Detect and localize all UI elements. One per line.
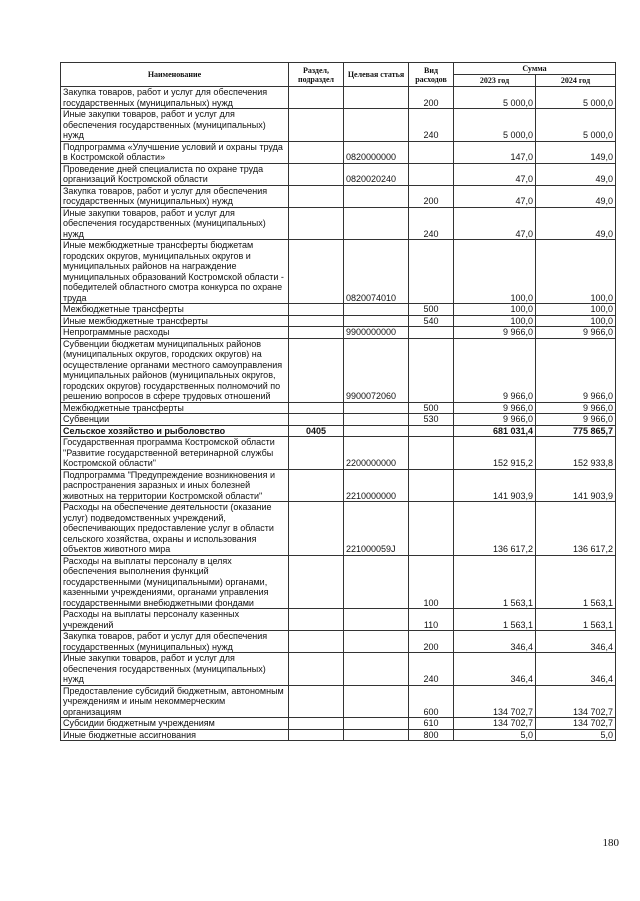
cell-sum-2024: 346,4 [536,631,616,653]
cell-vid: 200 [409,185,454,207]
cell-statya [344,555,409,609]
budget-table [60,62,616,741]
cell-razdel [289,304,344,316]
cell-vid: 500 [409,402,454,414]
cell-name: Расходы на выплаты персоналу казенных учреждений [61,609,289,631]
cell-razdel [289,502,344,556]
cell-statya [344,207,409,240]
cell-name: Закупка товаров, работ и услуг для обеспечения государственных (муниципальных) нужд [61,185,289,207]
cell-vid: 100 [409,555,454,609]
cell-sum-2023: 9 966,0 [454,327,536,339]
cell-sum-2023: 47,0 [454,163,536,185]
table-row [61,109,616,142]
table-row [61,631,616,653]
cell-name: Расходы на выплаты персоналу в целях обеспечения выполнения функций государственными (муниципальными) органами, казенными учреждениями, органами управления государственными внебюджетными фондами [61,555,289,609]
table-row [61,163,616,185]
page-number: 180 [602,837,619,849]
cell-vid [409,327,454,339]
cell-vid: 110 [409,609,454,631]
cell-sum-2023: 100,0 [454,240,536,304]
cell-razdel [289,555,344,609]
cell-vid: 540 [409,315,454,327]
cell-sum-2024: 5,0 [536,729,616,741]
table-row [61,653,616,686]
cell-vid [409,338,454,402]
table-row [61,87,616,109]
cell-name: Межбюджетные трансферты [61,304,289,316]
cell-sum-2023: 346,4 [454,653,536,686]
cell-sum-2023: 134 702,7 [454,685,536,718]
cell-sum-2024: 100,0 [536,304,616,316]
table-row [61,414,616,426]
cell-sum-2024: 1 563,1 [536,609,616,631]
cell-statya: 0820074010 [344,240,409,304]
cell-name: Иные межбюджетные трансферты [61,315,289,327]
cell-name: Иные закупки товаров, работ и услуг для обеспечения государственных (муниципальных) нужд [61,207,289,240]
cell-statya [344,729,409,741]
cell-sum-2023: 5 000,0 [454,109,536,142]
cell-vid: 610 [409,718,454,730]
cell-sum-2023: 100,0 [454,315,536,327]
cell-sum-2024: 100,0 [536,315,616,327]
cell-name: Иные межбюджетные трансферты бюджетам городских округов, муниципальных округов и муниципальных районов на награждение муниципальных образований Костромской области - победителей областного смотра конкурса по охране труда [61,240,289,304]
table-row [61,437,616,470]
cell-sum-2023: 9 966,0 [454,414,536,426]
cell-vid: 240 [409,109,454,142]
cell-statya [344,402,409,414]
cell-statya: 9900000000 [344,327,409,339]
cell-statya [344,631,409,653]
cell-statya: 2200000000 [344,437,409,470]
cell-sum-2023: 47,0 [454,207,536,240]
table-row [61,609,616,631]
cell-vid [409,163,454,185]
cell-razdel [289,718,344,730]
cell-vid: 240 [409,653,454,686]
table-row [61,240,616,304]
table-row [61,502,616,556]
cell-name: Закупка товаров, работ и услуг для обеспечения государственных (муниципальных) нужд [61,87,289,109]
cell-statya [344,653,409,686]
cell-razdel [289,609,344,631]
cell-razdel [289,141,344,163]
cell-sum-2023: 9 966,0 [454,402,536,414]
cell-sum-2024: 134 702,7 [536,685,616,718]
cell-vid [409,437,454,470]
cell-vid: 530 [409,414,454,426]
cell-razdel [289,653,344,686]
cell-razdel [289,338,344,402]
table-body [61,87,616,741]
cell-vid: 200 [409,87,454,109]
cell-razdel [289,109,344,142]
cell-sum-2023: 9 966,0 [454,338,536,402]
table-header [61,63,616,87]
cell-name: Иные закупки товаров, работ и услуг для обеспечения государственных (муниципальных) нужд [61,653,289,686]
cell-name: Сельское хозяйство и рыболовство [61,425,289,437]
cell-sum-2024: 9 966,0 [536,327,616,339]
cell-vid [409,141,454,163]
cell-sum-2023: 47,0 [454,185,536,207]
cell-name: Проведение дней специалиста по охране труда организаций Костромской области [61,163,289,185]
cell-sum-2024: 134 702,7 [536,718,616,730]
header-vid: Вид расходов [409,63,454,87]
cell-statya [344,87,409,109]
cell-name: Расходы на обеспечение деятельности (оказание услуг) подведомственных учреждений, обеспечивающих предоставление услуг в области сельского хозяйства, охраны и использования объектов животного мира [61,502,289,556]
table-row [61,729,616,741]
cell-sum-2024: 5 000,0 [536,109,616,142]
cell-razdel [289,402,344,414]
cell-razdel [289,729,344,741]
cell-razdel [289,685,344,718]
cell-name: Иные бюджетные ассигнования [61,729,289,741]
header-name: Наименование [61,63,289,87]
cell-razdel [289,469,344,502]
cell-sum-2023: 134 702,7 [454,718,536,730]
cell-vid: 200 [409,631,454,653]
table-row [61,425,616,437]
cell-statya: 221000059J [344,502,409,556]
cell-statya [344,304,409,316]
header-year-2023: 2023 год [454,75,536,87]
header-statya: Целевая статья [344,63,409,87]
cell-sum-2023: 152 915,2 [454,437,536,470]
cell-vid [409,240,454,304]
cell-razdel [289,631,344,653]
cell-sum-2024: 49,0 [536,207,616,240]
cell-razdel [289,240,344,304]
table-row [61,718,616,730]
cell-sum-2023: 681 031,4 [454,425,536,437]
cell-statya [344,315,409,327]
cell-razdel [289,315,344,327]
cell-sum-2024: 346,4 [536,653,616,686]
cell-sum-2023: 136 617,2 [454,502,536,556]
cell-statya: 9900072060 [344,338,409,402]
cell-name: Иные закупки товаров, работ и услуг для обеспечения государственных (муниципальных) нужд [61,109,289,142]
cell-statya: 0820020240 [344,163,409,185]
cell-sum-2023: 1 563,1 [454,555,536,609]
cell-statya [344,185,409,207]
cell-sum-2024: 141 903,9 [536,469,616,502]
cell-name: Непрограммные расходы [61,327,289,339]
cell-vid [409,425,454,437]
cell-name: Подпрограмма «Улучшение условий и охраны труда в Костромской области» [61,141,289,163]
table-row [61,327,616,339]
cell-name: Подпрограмма "Предупреждение возникновения и распространения заразных и иных болезней животных на территории Костромской области" [61,469,289,502]
cell-name: Государственная программа Костромской области "Развитие государственной ветеринарной службы Костромской области" [61,437,289,470]
table-row [61,685,616,718]
cell-name: Закупка товаров, работ и услуг для обеспечения государственных (муниципальных) нужд [61,631,289,653]
cell-name: Предоставление субсидий бюджетным, автономным учреждениям и иным некоммерческим организациям [61,685,289,718]
table-row [61,469,616,502]
cell-sum-2024: 9 966,0 [536,338,616,402]
cell-statya: 0820000000 [344,141,409,163]
header-sum: Сумма [454,63,616,75]
cell-sum-2024: 775 865,7 [536,425,616,437]
cell-razdel [289,207,344,240]
cell-statya [344,109,409,142]
cell-sum-2024: 136 617,2 [536,502,616,556]
cell-name: Межбюджетные трансферты [61,402,289,414]
cell-sum-2024: 49,0 [536,185,616,207]
cell-statya [344,685,409,718]
table-row [61,185,616,207]
cell-razdel [289,327,344,339]
cell-sum-2024: 100,0 [536,240,616,304]
cell-razdel [289,87,344,109]
table-row [61,402,616,414]
cell-sum-2024: 5 000,0 [536,87,616,109]
cell-sum-2023: 147,0 [454,141,536,163]
header-year-2024: 2024 год [536,75,616,87]
cell-vid: 240 [409,207,454,240]
cell-statya [344,609,409,631]
cell-sum-2024: 49,0 [536,163,616,185]
cell-name: Субсидии бюджетным учреждениям [61,718,289,730]
cell-razdel [289,437,344,470]
cell-sum-2024: 9 966,0 [536,402,616,414]
cell-razdel [289,185,344,207]
cell-vid [409,502,454,556]
header-razdel: Раздел, подраздел [289,63,344,87]
cell-sum-2024: 152 933,8 [536,437,616,470]
table-row [61,315,616,327]
cell-statya [344,425,409,437]
cell-razdel [289,414,344,426]
cell-sum-2024: 1 563,1 [536,555,616,609]
table-row [61,338,616,402]
cell-vid: 800 [409,729,454,741]
cell-name: Субвенции [61,414,289,426]
cell-sum-2023: 141 903,9 [454,469,536,502]
cell-vid: 600 [409,685,454,718]
cell-sum-2024: 9 966,0 [536,414,616,426]
cell-name: Субвенции бюджетам муниципальных районов (муниципальных округов, городских округов) на осуществление органами местного самоуправления муниципальных районов (муниципальных округов, городских округов) государственных полномочий по решению вопросов в сфере трудовых отношений [61,338,289,402]
cell-vid: 500 [409,304,454,316]
cell-razdel: 0405 [289,425,344,437]
cell-razdel [289,163,344,185]
cell-statya [344,718,409,730]
cell-vid [409,469,454,502]
cell-statya: 2210000000 [344,469,409,502]
table-row [61,304,616,316]
cell-sum-2023: 346,4 [454,631,536,653]
cell-sum-2023: 5,0 [454,729,536,741]
cell-sum-2024: 149,0 [536,141,616,163]
cell-sum-2023: 5 000,0 [454,87,536,109]
table-row [61,555,616,609]
cell-sum-2023: 1 563,1 [454,609,536,631]
cell-sum-2023: 100,0 [454,304,536,316]
table-row [61,141,616,163]
table-row [61,207,616,240]
cell-statya [344,414,409,426]
